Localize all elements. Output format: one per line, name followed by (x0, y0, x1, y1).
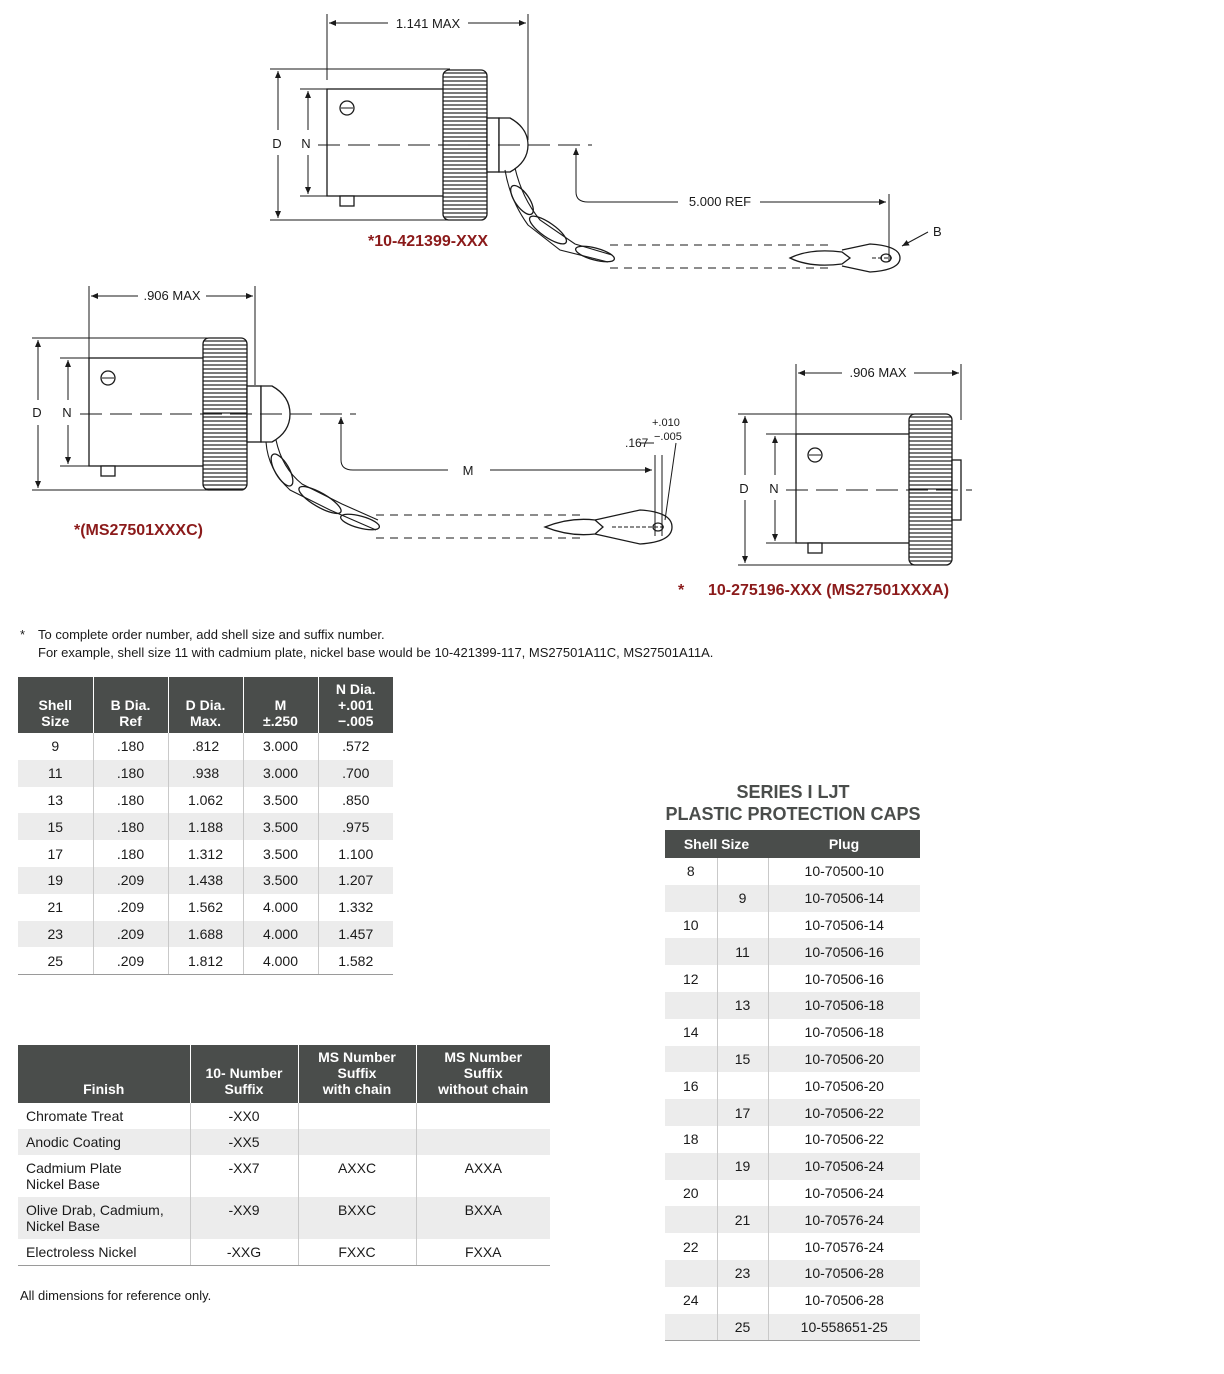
table-cell: 13 (18, 787, 93, 814)
table-cell: 3.000 (243, 760, 318, 787)
table-row (665, 1260, 920, 1287)
finish-header-cell (190, 1045, 298, 1103)
table-cell: 1.812 (168, 947, 243, 974)
table-row (665, 1019, 920, 1046)
table-cell: 20 (665, 1180, 717, 1207)
dimension-table-body (18, 733, 393, 975)
finish-name-cell (18, 1155, 190, 1197)
table-cell: -XX0 (190, 1103, 298, 1129)
table-cell: 24 (665, 1287, 717, 1314)
table-cell: 10-70506-14 (768, 885, 920, 912)
table-cell: 1.100 (338, 845, 374, 862)
table-cell (665, 1099, 717, 1126)
table-cell (665, 1046, 717, 1073)
table-cell (665, 992, 717, 1019)
header-line: N Dia. (335, 681, 376, 697)
caps-table-header (665, 830, 920, 858)
finish-name-line: Anodic Coating (26, 1134, 121, 1150)
table-cell (665, 938, 717, 965)
dimension-table (18, 677, 393, 975)
table-cell: .209 (93, 894, 168, 921)
table-cell (665, 1260, 717, 1287)
table-cell: .812 (168, 733, 243, 760)
header-line: 10- Number (205, 1065, 283, 1081)
table-cell: 10-70500-10 (804, 863, 884, 880)
table-row (18, 1155, 550, 1197)
table-cell: 9 (18, 733, 93, 760)
table-cell: 10 (665, 912, 717, 939)
table-cell: AXXA (464, 1160, 502, 1176)
table-cell: .180 (93, 787, 168, 814)
table-cell: 10-70506-20 (768, 1046, 920, 1073)
table-cell: -XX7 (190, 1155, 298, 1197)
header-line: without chain (438, 1081, 529, 1097)
table-cell: 1.312 (168, 840, 243, 867)
table-cell: BXXA (416, 1197, 550, 1239)
right-n-label: N (769, 481, 779, 496)
table-cell: 10-70506-22 (804, 1131, 884, 1148)
table-cell: 10-70506-22 (768, 1099, 920, 1126)
middle-tol-minus: −.005 (654, 431, 682, 443)
table-row (665, 1206, 920, 1233)
table-cell: 10-70506-28 (768, 1260, 920, 1287)
table-cell (416, 1103, 550, 1129)
table-cell: 3.500 (243, 867, 318, 894)
dimension-header-cell (318, 677, 393, 733)
table-row (665, 1233, 920, 1260)
table-cell: 11 (717, 938, 768, 965)
table-row (18, 733, 393, 760)
table-cell: 14 (665, 1019, 717, 1046)
right-d-label: D (739, 481, 749, 496)
table-cell: 21 (717, 1206, 768, 1233)
header-line: Suffix (337, 1065, 377, 1081)
middle-m-label: M (462, 463, 474, 478)
table-cell: 1.062 (168, 787, 243, 814)
table-row (665, 1046, 920, 1073)
table-cell (665, 885, 717, 912)
table-cell: 1.582 (318, 947, 393, 974)
table-cell: 1.562 (168, 894, 243, 921)
table-cell: 10-558651-25 (768, 1314, 920, 1341)
middle-tol-plus: +.010 (652, 417, 680, 429)
table-cell: 1.188 (168, 813, 243, 840)
table-cell: .975 (318, 813, 393, 840)
table-cell: 1.332 (338, 899, 374, 916)
table-cell: 13 (717, 992, 768, 1019)
top-ref-dim: 5.000 REF (688, 194, 752, 209)
table-cell (717, 858, 768, 885)
table-row (665, 965, 920, 992)
table-cell: 3.500 (243, 787, 318, 814)
table-cell: 10-70506-16 (804, 970, 884, 987)
table-cell: 10-70506-20 (804, 1077, 884, 1094)
table-cell: 8 (665, 858, 717, 885)
table-row (665, 992, 920, 1019)
header-line: Finish (83, 1081, 125, 1097)
header-line: Max. (189, 713, 222, 729)
header-line: Size (41, 713, 70, 729)
caps-title (640, 781, 946, 825)
note-line-1: To complete order number, add shell size and suffix number. (38, 627, 385, 642)
table-cell: FXXA (416, 1239, 550, 1266)
table-cell: 4.000 (243, 947, 318, 974)
finish-name-cell (18, 1103, 190, 1129)
table-cell: 1.457 (318, 921, 393, 948)
header-line: MS Number (444, 1049, 523, 1065)
reference-footnote: All dimensions for reference only. (20, 1288, 212, 1303)
table-cell: 16 (665, 1072, 717, 1099)
caps-title-line-2: PLASTIC PROTECTION CAPS (665, 804, 921, 824)
table-cell (717, 965, 768, 992)
table-cell: 23 (18, 921, 93, 948)
table-row (18, 1129, 550, 1155)
table-cell: 10-70506-24 (804, 1184, 884, 1201)
top-width-dim: 1.141 MAX (395, 16, 461, 31)
table-row (665, 1126, 920, 1153)
table-cell: -XXG (190, 1239, 298, 1266)
table-row (665, 1287, 920, 1314)
drawing-right (738, 364, 972, 565)
caps-header-shell-size: Shell Size (665, 830, 768, 858)
table-row (18, 1197, 550, 1239)
header-line: D Dia. (185, 697, 226, 713)
table-cell: 22 (665, 1233, 717, 1260)
table-cell: 25 (717, 1314, 768, 1341)
header-line: M (274, 697, 287, 713)
table-cell: .209 (93, 921, 168, 948)
table-cell: 21 (18, 894, 93, 921)
top-part-number: *10-421399-XXX (368, 233, 489, 250)
table-cell: 10-70576-24 (768, 1206, 920, 1233)
header-line: −.005 (338, 713, 374, 729)
table-row (18, 813, 393, 840)
middle-d-label: D (32, 405, 42, 420)
table-row (18, 921, 393, 948)
caps-title-line-1: SERIES I LJT (736, 782, 850, 802)
table-cell: 17 (717, 1099, 768, 1126)
table-cell: 10-70506-28 (804, 1292, 884, 1309)
finish-table-header (18, 1045, 550, 1103)
caps-table-body (665, 858, 920, 1341)
note-asterisk: * (20, 627, 26, 642)
table-cell (298, 1129, 416, 1155)
header-line: MS Number (318, 1049, 396, 1065)
dimension-table-header (18, 677, 393, 733)
drawing-middle (32, 286, 676, 544)
table-cell: .209 (93, 867, 168, 894)
finish-name-line: Chromate Treat (26, 1108, 124, 1124)
middle-n-label: N (62, 405, 72, 420)
table-cell: 15 (18, 813, 93, 840)
table-cell: 3.000 (243, 733, 318, 760)
dimension-header-cell (243, 677, 318, 733)
header-line: B Dia. (110, 697, 151, 713)
table-cell: 17 (18, 840, 93, 867)
finish-table (18, 1045, 550, 1266)
table-cell: 10-70506-18 (804, 1024, 884, 1041)
table-cell: 10-70506-14 (804, 916, 884, 933)
table-row (18, 1103, 550, 1129)
table-row (665, 1099, 920, 1126)
table-row (665, 1153, 920, 1180)
table-cell: 9 (717, 885, 768, 912)
table-cell: 15 (717, 1046, 768, 1073)
table-cell (717, 1126, 768, 1153)
order-note (20, 626, 713, 662)
table-cell: .180 (93, 840, 168, 867)
finish-name-cell (18, 1197, 190, 1239)
dimension-header-cell (93, 677, 168, 733)
table-cell: 1.688 (168, 921, 243, 948)
header-line: ±.250 (263, 713, 298, 729)
table-cell: -XX5 (190, 1129, 298, 1155)
table-cell: BXXC (298, 1197, 416, 1239)
table-cell: .850 (342, 791, 370, 808)
table-cell (717, 1019, 768, 1046)
right-asterisk: * (678, 582, 685, 599)
table-cell: 11 (18, 760, 93, 787)
right-width-dim: .906 MAX (849, 365, 907, 380)
table-cell: 19 (18, 867, 93, 894)
table-cell (717, 1233, 768, 1260)
table-row (665, 938, 920, 965)
right-part-number: 10-275196-XXX (MS27501XXXA) (708, 582, 950, 599)
header-line: +.001 (338, 697, 374, 713)
middle-hole-dim: .167 (625, 436, 649, 450)
table-cell: 1.207 (318, 867, 393, 894)
table-cell: .180 (93, 760, 168, 787)
middle-width-dim: .906 MAX (143, 288, 201, 303)
top-b-label: B (933, 224, 942, 239)
table-row (665, 1072, 920, 1099)
finish-name-line: Electroless Nickel (26, 1244, 137, 1260)
header-line: Suffix (463, 1065, 503, 1081)
table-cell: 3.500 (243, 813, 318, 840)
header-line: Suffix (224, 1081, 264, 1097)
table-cell: .180 (93, 733, 168, 760)
table-row (18, 840, 393, 867)
table-cell: 25 (18, 947, 93, 974)
table-row (18, 1239, 550, 1266)
table-cell: 3.500 (243, 840, 318, 867)
table-row (18, 787, 393, 814)
table-cell: .938 (168, 760, 243, 787)
table-cell (665, 1206, 717, 1233)
finish-name-line: Nickel Base (26, 1218, 100, 1234)
table-cell (717, 912, 768, 939)
table-cell: 10-70506-18 (768, 992, 920, 1019)
caps-header-plug: Plug (768, 830, 920, 858)
table-cell (717, 1072, 768, 1099)
table-cell (665, 1314, 717, 1341)
table-cell: 23 (717, 1260, 768, 1287)
table-cell: AXXC (298, 1155, 416, 1197)
table-cell: FXXC (298, 1239, 416, 1266)
table-cell: .572 (342, 738, 370, 755)
finish-header-cell (416, 1045, 550, 1103)
finish-name-line: Nickel Base (26, 1176, 100, 1192)
note-line-2: For example, shell size 11 with cadmium plate, nickel base would be 10-421399-117, MS27501A11C, MS27501A11A. (38, 645, 714, 660)
finish-header-cell (298, 1045, 416, 1103)
table-row (18, 894, 393, 921)
header-line: Ref (119, 713, 142, 729)
table-row (18, 947, 393, 974)
header-line: Shell (38, 697, 72, 713)
table-cell: .209 (93, 947, 168, 974)
table-cell (665, 1153, 717, 1180)
dimension-header-cell (168, 677, 243, 733)
top-n-label: N (301, 136, 311, 151)
top-d-label: D (272, 136, 282, 151)
table-cell: .700 (318, 760, 393, 787)
finish-table-body (18, 1103, 550, 1266)
table-cell: 10-70506-16 (768, 938, 920, 965)
table-cell: 19 (717, 1153, 768, 1180)
table-row (18, 867, 393, 894)
table-cell (717, 1287, 768, 1314)
dimension-header-cell (18, 677, 93, 733)
finish-name-line: Olive Drab, Cadmium, (26, 1202, 164, 1218)
table-cell (298, 1103, 416, 1129)
header-line: with chain (322, 1081, 392, 1097)
table-cell: 12 (665, 965, 717, 992)
finish-name-line: Cadmium Plate (26, 1160, 122, 1176)
table-row (665, 912, 920, 939)
finish-name-cell (18, 1239, 190, 1266)
table-cell: .180 (93, 813, 168, 840)
table-row (665, 1314, 920, 1341)
table-row (665, 1180, 920, 1207)
table-cell: 10-70576-24 (804, 1238, 884, 1255)
table-row (18, 760, 393, 787)
table-cell: 18 (665, 1126, 717, 1153)
middle-part-number: *(MS27501XXXC) (74, 522, 203, 539)
table-row (665, 885, 920, 912)
table-row (665, 858, 920, 885)
table-cell (717, 1180, 768, 1207)
table-cell: 1.438 (168, 867, 243, 894)
table-cell: 4.000 (243, 894, 318, 921)
table-cell (416, 1129, 550, 1155)
finish-name-cell (18, 1129, 190, 1155)
finish-header-cell (18, 1045, 190, 1103)
table-cell: 10-70506-24 (768, 1153, 920, 1180)
table-cell: -XX9 (190, 1197, 298, 1239)
table-cell: 4.000 (243, 921, 318, 948)
caps-table (665, 830, 920, 1341)
